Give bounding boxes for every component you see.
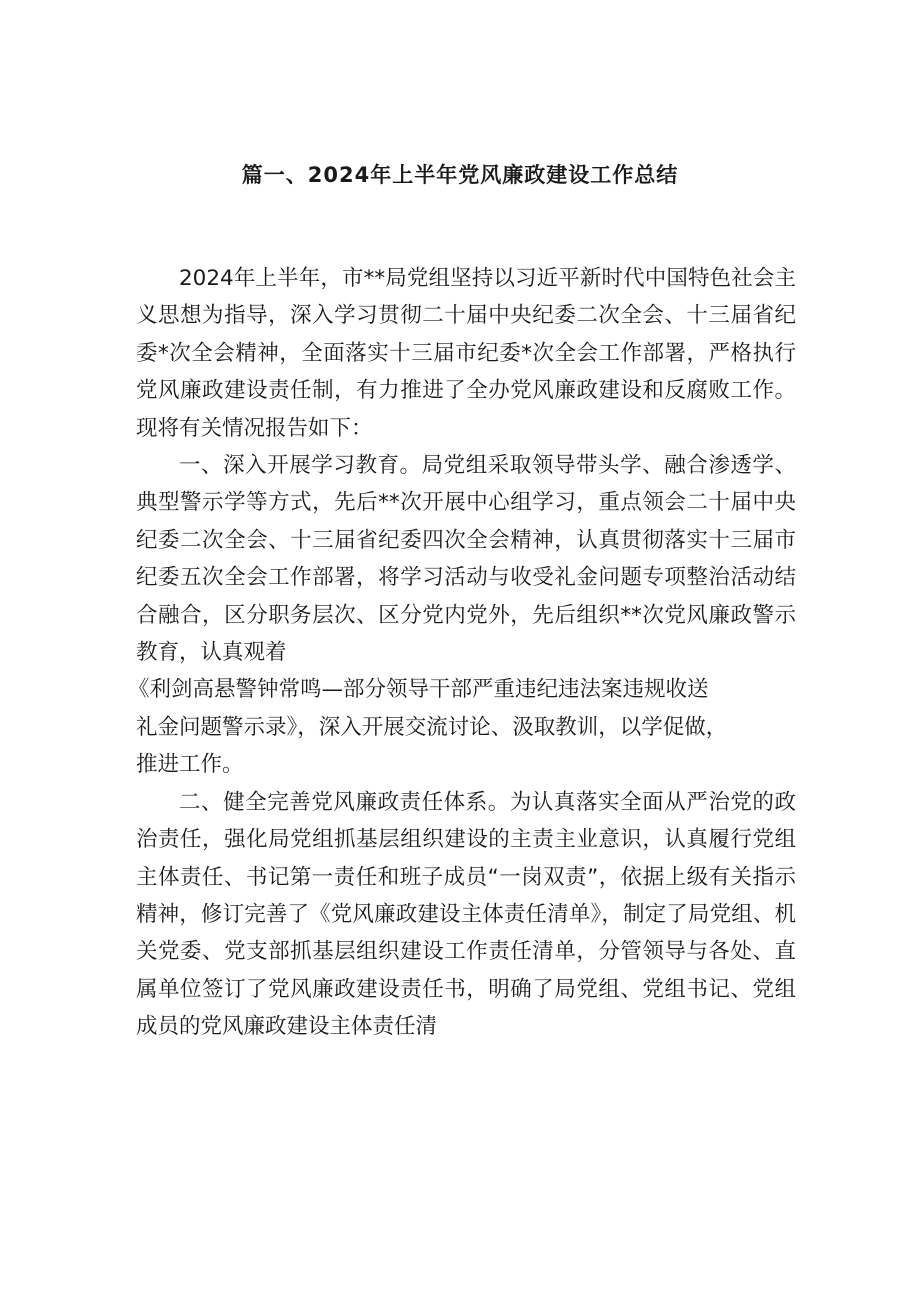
document-title: 篇一、2024年上半年党风廉政建设工作总结 [241, 163, 679, 187]
document-body [128, 260, 796, 1046]
paragraph-section-1 [128, 447, 796, 784]
paragraph-section-1-text: 一、深入开展学习教育。局党组采取领导带头学、融合渗透学、典型警示学等方式，先后**次开展中心组学习，重点领会二十届中央纪委二次全会、十三届省纪委四次全会精神，认真贯彻落实十三届市纪委五次全会工作部署，将学习活动与收受礼金问题专项整治活动结合融合，区分职务层次、区分党内党外，先后组织**次党风廉政警示教育，认真观着 [136, 453, 796, 666]
paragraph-intro: 2024年上半年，市**局党组坚持以习近平新时代中国特色社会主义思想为指导，深入学习贯彻二十届中央纪委二次全会、十三届省纪委*次全会精神，全面落实十三届市纪委*次全会工作部署，严格执行党风廉政建设责任制，有力推进了全办党风廉政建设和反腐败工作。现将有关情况报告如下： [136, 266, 796, 441]
book-title-line-2: 礼金问题警示录》，深入开展交流讨论、汲取教训，以学促做， [136, 714, 728, 740]
book-title-line-1: 《利剑高悬警钟常鸣—部分领导干部严重违纪违法案违规收送 [128, 677, 709, 703]
book-title-line-3: 推进工作。 [136, 752, 244, 778]
paragraph-section-2: 二、健全完善党风廉政责任体系。为认真落实全面从严治党的政治责任，强化局党组抓基层组织建设的主责主业意识，认真履行党组主体责任、书记第一责任和班子成员“一岗双责”，依据上级有关指示精神，修订完善了《党风廉政建设主体责任清单》，制定了局党组、机关党委、党支部抓基层组织建设工作责任清单，分管领导与各处、直属单位签订了党风廉政建设责任书，明确了局党组、党组书记、党组成员的党风廉政建设主体责任清 [136, 789, 796, 1040]
